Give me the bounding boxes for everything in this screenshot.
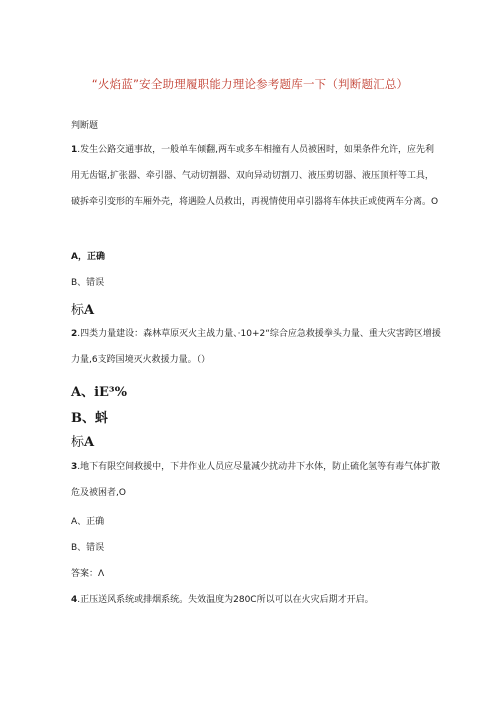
section-heading: 判断题: [71, 121, 99, 131]
answer: 答案：Λ: [71, 569, 105, 579]
question-2: [71, 321, 441, 373]
question-text: .四类力量建设：森林草原灭火主战力量、·10+2“综合应急救援拳头力量、重大灾害跨区增援力量,6支跨国境灭火救援力量。（）: [71, 329, 441, 365]
option-a: A、iE³%: [71, 385, 127, 400]
option-b: B、蚪: [71, 411, 108, 426]
option-a: A、正确: [71, 517, 105, 527]
answer-prefix: 标: [71, 303, 85, 318]
option-b: B、错误: [71, 543, 105, 553]
question-text: .正压送风系统或排烟系统。失效温度为280C所以可以在火灾后期才开启。: [77, 595, 374, 605]
answer: [71, 299, 94, 318]
question-text: .发生公路交通事故，一般单车倾翻,两车或多车相撞有人员被困时，如果条件允许，应先利用无齿锯,扩张器、牵引器、气动切割器、双向异动切割刀、液压剪切器、液压顶杆等工具，破拆牵引变形的车厢外壳，将遇险人员救出，再视情使用卓引器将车体扶正或使两车分离。O: [71, 145, 439, 207]
answer-value: A: [84, 435, 95, 450]
answer: [71, 431, 94, 450]
question-text: .地下有限空间救援中，下井作业人员应尽量减少扰动井下水体，防止硫化氢等有毒气体扩散危及被困者,O: [71, 462, 441, 498]
question-number: 1: [71, 145, 78, 155]
question-number: 3: [71, 462, 78, 472]
answer-value: A: [84, 303, 95, 318]
question-1: [71, 137, 441, 215]
question-number: 2: [71, 329, 78, 339]
option-b: B、错误: [71, 278, 105, 288]
question-3: [71, 454, 441, 506]
answer-prefix: 标: [71, 435, 85, 450]
page-title: “火焰蓝”安全助理履职能力理论参考题库一下（判断题汇总）: [91, 77, 409, 91]
option-a: A，正确: [71, 252, 105, 262]
question-4: [71, 587, 441, 613]
question-number: 4: [71, 595, 78, 605]
